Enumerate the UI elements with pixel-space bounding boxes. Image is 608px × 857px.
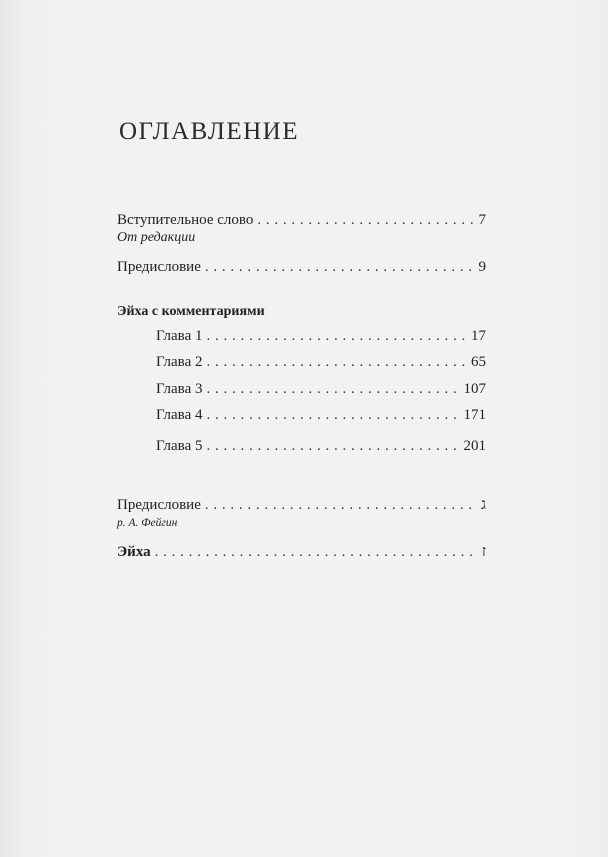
toc-entry-label: Глава 1: [156, 328, 203, 344]
toc-entry-label: Глава 2: [156, 354, 203, 370]
dot-leader: [155, 543, 478, 561]
toc-entry-label: Вступительное слово: [117, 212, 254, 228]
toc-entry-chapter-4[interactable]: [156, 406, 486, 424]
toc-entry-chapter-5[interactable]: [156, 437, 486, 455]
toc-entry-label: Предисловие: [117, 497, 201, 513]
toc-entry-preface[interactable]: [117, 258, 486, 276]
toc-entry-hebrew-preface[interactable]: [117, 496, 486, 514]
dot-leader: [206, 437, 459, 455]
toc-entry-label: Предисловие: [117, 259, 201, 275]
dot-leader: [206, 406, 459, 424]
dot-leader: [205, 496, 477, 514]
toc-entry-label: Глава 3: [156, 381, 203, 397]
toc-entry-page: 17: [471, 328, 486, 344]
toc-entry-chapter-2[interactable]: [156, 353, 486, 371]
toc-entry-chapter-3[interactable]: [156, 380, 486, 398]
dot-leader: [257, 211, 474, 229]
toc-entry-label: Эйха: [117, 544, 151, 560]
toc-entry-label: Глава 4: [156, 407, 203, 423]
toc-entry-label: Глава 5: [156, 438, 203, 454]
toc-entry-page: 107: [463, 381, 486, 397]
section-heading: Эйха с комментариями: [117, 304, 265, 319]
dot-leader: [206, 327, 467, 345]
toc-entry-chapter-1[interactable]: [156, 327, 486, 345]
toc-entry-page: 201: [463, 438, 486, 454]
toc-entry-page: 9: [478, 259, 486, 275]
toc-entry-page: 7: [478, 212, 486, 228]
toc-entry-page: ג: [481, 497, 486, 513]
toc-entry-eicha[interactable]: [117, 543, 486, 561]
dot-leader: [206, 353, 467, 371]
toc-entry-intro[interactable]: [117, 211, 486, 229]
toc-entry-page: ז: [481, 544, 486, 560]
page-title: ОГЛАВЛЕНИЕ: [119, 118, 299, 145]
dot-leader: [205, 258, 475, 276]
toc-entry-subtitle: От редакции: [117, 230, 196, 245]
toc-entry-page: 65: [471, 354, 486, 370]
toc-entry-page: 171: [463, 407, 486, 423]
toc-entry-author: р. А. Фейгин: [117, 517, 178, 529]
dot-leader: [206, 380, 459, 398]
